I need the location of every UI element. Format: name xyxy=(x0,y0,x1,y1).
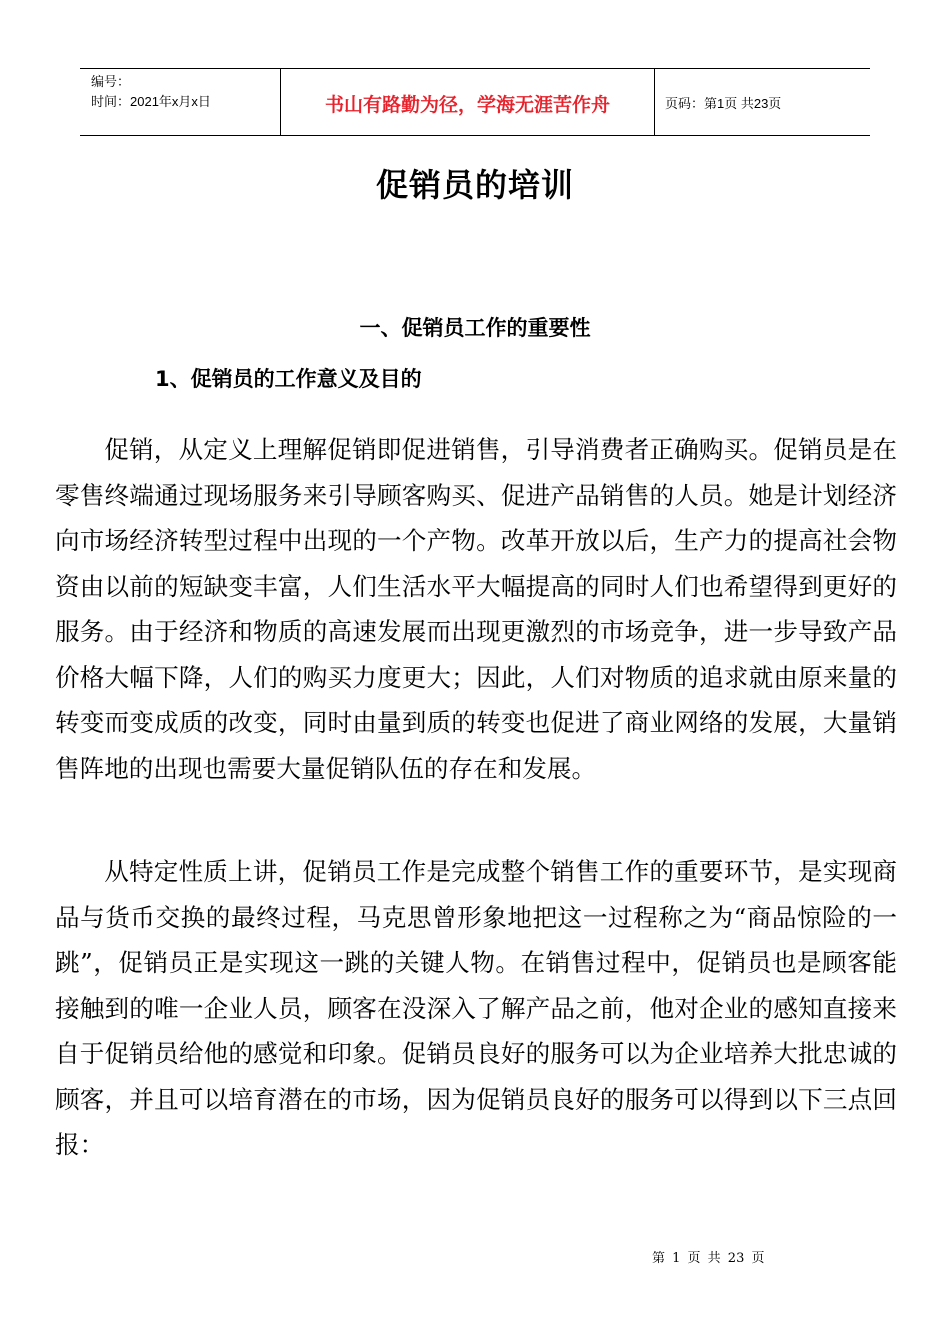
document-title: 促销员的培训 xyxy=(375,166,574,204)
body-paragraph: 从特定性质上讲，促销员工作是完成整个销售工作的重要环节，是实现商品与货币交换的最终过程，马克思曾形象地把这一过程称之为“商品惊险的一跳”，促销员正是实现这一跳的关键人物。在销售过程中，促销员也是顾客能接触到的唯一企业人员，顾客在没深入了解产品之前，他对企业的感知直接来自于促销员给他的感觉和印象。促销员良好的服务可以为企业培养大批忠诚的顾客，并且可以培育潜在的市场，因为促销员良好的服务可以得到以下三点回报： xyxy=(55,857,897,1159)
section-heading: 一、促销员工作的重要性 xyxy=(359,316,591,340)
page-footer: 第 1 页 共 23 页 xyxy=(652,1251,765,1266)
number-label: 编号： xyxy=(91,74,131,89)
header-page-cell xyxy=(655,69,870,135)
page-info: 页码：第1页 共23页 xyxy=(665,95,782,111)
header-motto-cell xyxy=(281,69,655,135)
header-meta-cell xyxy=(80,69,281,135)
date-label: 时间：2021年x月x日 xyxy=(91,94,211,109)
motto-text: 书山有路勤为径，学海无涯苦作舟 xyxy=(324,93,610,116)
subsection-heading: 1、促销员的工作意义及目的 xyxy=(155,367,422,391)
body-paragraph: 促销，从定义上理解促销即促进销售，引导消费者正确购买。促销员是在零售终端通过现场服务来引导顾客购买、促进产品销售的人员。她是计划经济向市场经济转型过程中出现的一个产物。改革开放以后，生产力的提高社会物资由以前的短缺变丰富，人们生活水平大幅提高的同时人们也希望得到更好的服务。由于经济和物质的高速发展而出现更激烈的市场竞争，进一步导致产品价格大幅下降，人们的购买力度更大；因此，人们对物质的追求就由原来量的转变而变成质的改变，同时由量到质的转变也促进了商业网络的发展，大量销售阵地的出现也需要大量促销队伍的存在和发展。 xyxy=(55,435,897,783)
header-table xyxy=(80,68,870,136)
